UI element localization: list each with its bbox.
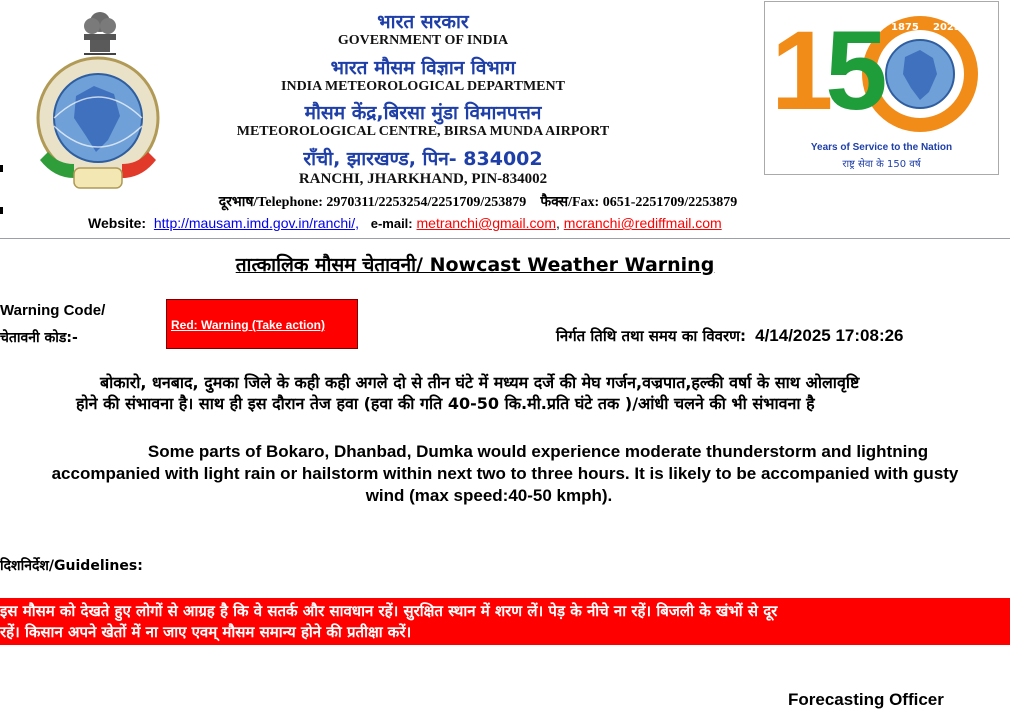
anniversary-year-end: 2025	[933, 22, 961, 33]
guidelines-line-1: इस मौसम को देखते हुए लोगों से आग्रह है कि वे सतर्क और सावधान रहें। सुरक्षित स्थान में शरण लें। पेड़ के नीचे ना रहें। बिजली के खंभों से दूर	[0, 602, 778, 620]
header-english-government: GOVERNMENT OF INDIA	[337, 33, 509, 48]
contact-line	[158, 192, 798, 211]
hindi-warning-line-1: बोकारो, धनबाद, दुमका जिले के कही कही अगले दो से तीन घंटे में मध्यम दर्जे की मेघ गर्जन,वज्रपात,हल्की वर्षा के साथ ओलावृष्टि	[100, 373, 860, 392]
imd-logo-icon	[34, 56, 162, 194]
english-warning-line-3: wind (max speed:40-50 kmph).	[365, 486, 613, 505]
website-line	[88, 215, 722, 231]
issued-value: 4/14/2025 17:08:26	[755, 326, 904, 345]
english-warning-line-2: accompanied with light rain or hailstorm within next two to three hours. It is likely to be accompanied with gusty	[51, 464, 959, 483]
english-warning-line-1: Some parts of Bokaro, Dhanbad, Dumka would experience moderate thunderstorm and lightning	[147, 442, 929, 461]
header-english-city: RANCHI, JHARKHAND, PIN-834002	[298, 171, 548, 187]
email-link-2[interactable]: mcranchi@rediffmail.com	[563, 215, 722, 231]
fax-value: 0651-2251709/2253879	[602, 195, 738, 210]
english-warning-text	[0, 441, 1010, 507]
website-link[interactable]: http://mausam.imd.gov.in/ranchi/,	[153, 215, 360, 231]
guidelines-box	[0, 598, 1010, 645]
forecasting-officer: Forecasting Officer	[788, 690, 944, 709]
header-hindi-department: भारत मौसम विज्ञान विभाग	[330, 57, 516, 79]
page-title	[0, 251, 950, 277]
left-edge-mark	[0, 207, 3, 214]
warning-code-value[interactable]: Red: Warning (Take action)	[171, 318, 326, 332]
hindi-warning-line-2: होने की संभावना है। साथ ही इस दौरान तेज हवा (हवा की गति 40-50 कि.मी.प्रति घंटे तक )/आंधी चलने की भी संभावना है	[76, 394, 815, 413]
page-title-text: तात्कालिक मौसम चेतावनी/ Nowcast Weather Warning	[235, 254, 715, 276]
anniversary-year-start: 1875	[891, 22, 919, 33]
issued-datetime	[556, 326, 904, 346]
telephone-label: दूरभाष/Telephone:	[218, 195, 323, 210]
header-hindi-government: भारत सरकार	[377, 11, 469, 33]
telephone-value: 2970311/2253254/2251709/253879	[326, 195, 527, 210]
fax-label: फैक्स/Fax:	[540, 195, 600, 210]
anniversary-caption-en: Years of Service to the Nation	[810, 142, 953, 153]
guidelines-line-2: रहें। किसान अपने खेतों में ना जाए एवम् मौसम समान्य होने की प्रतीक्षा करें।	[0, 623, 412, 641]
left-edge-mark	[0, 165, 3, 172]
warning-code-label-hi: चेतावनी कोड:-	[0, 330, 78, 346]
email-separator: ,	[556, 215, 560, 231]
header-english-department: INDIA METEOROLOGICAL DEPARTMENT	[281, 79, 565, 94]
warning-code-label-en: Warning Code/	[0, 302, 106, 319]
guidelines-label: दिशनिर्देश/Guidelines:	[0, 558, 143, 574]
header-separator	[0, 238, 1010, 239]
national-emblem-icon	[70, 0, 130, 60]
header-hindi-centre: मौसम केंद्र,बिरसा मुंडा विमानपत्तन	[304, 102, 542, 124]
website-label: Website:	[88, 215, 147, 231]
header-hindi-city: राँची, झारखण्ड, पिन- 834002	[303, 148, 543, 170]
issued-label: निर्गत तिथि तथा समय का विवरण:	[556, 327, 747, 345]
anniversary-number: 15	[771, 8, 880, 133]
hindi-warning-text	[76, 372, 1006, 414]
header-english-centre: METEOROLOGICAL CENTRE, BIRSA MUNDA AIRPORT	[236, 124, 610, 139]
anniversary-logo	[764, 1, 999, 175]
email-label: e-mail:	[370, 216, 413, 231]
anniversary-caption-hi: राष्ट्र सेवा के 150 वर्ष	[842, 159, 921, 170]
email-link-1[interactable]: metranchi@gmail.com	[416, 215, 556, 231]
warning-code-badge	[166, 299, 358, 349]
